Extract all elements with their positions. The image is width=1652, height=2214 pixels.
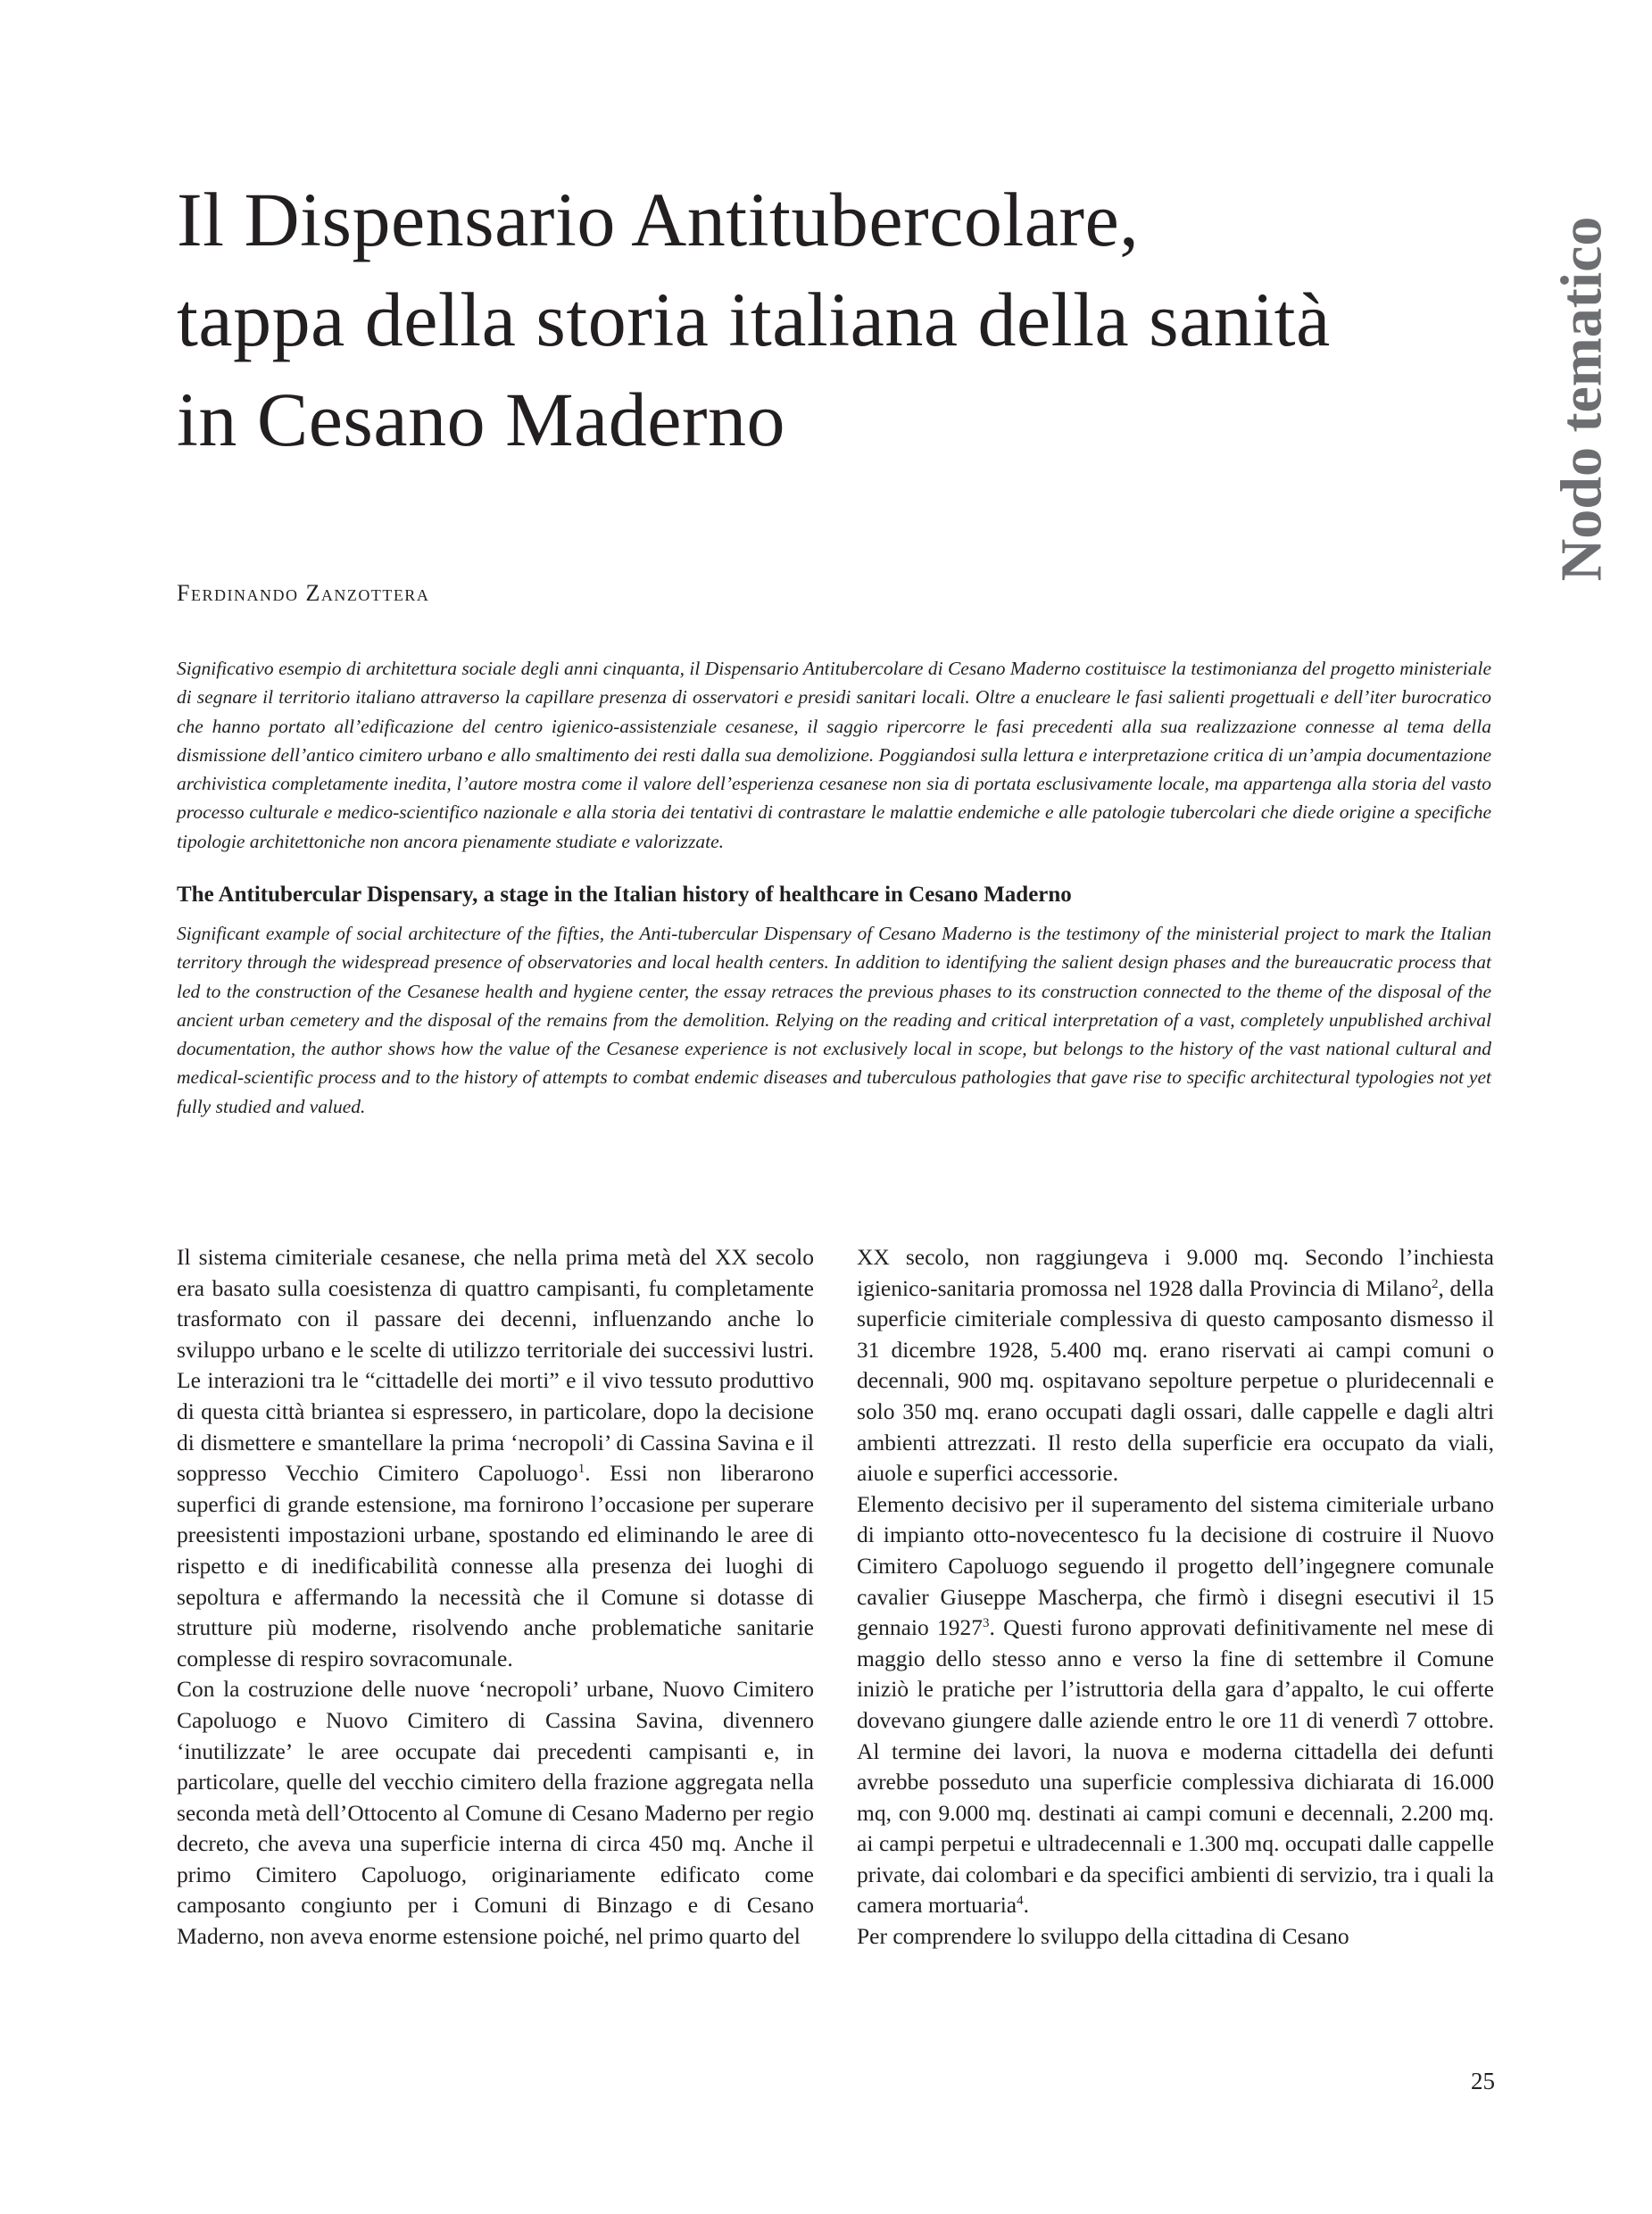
- footnote-ref: 4: [1017, 1894, 1024, 1909]
- article-title: [177, 170, 1471, 469]
- body-text: .: [1023, 1892, 1029, 1919]
- body-text: . Essi non liberarono superfici di grande estensione, ma fornirono l’occasione per superare preesistenti impostazioni urbane, spostando ed eliminando le aree di rispetto e di inedificabilità connesse alla presenza dei luoghi di sepoltura e affermando la necessità che il Comune si dotasse di strutture più moderne, risolvendo anche problematiche sanitarie complesse di respiro sovracomunale.: [177, 1460, 814, 1671]
- body-text: Elemento decisivo per il superamento del sistema cimiteriale urbano di impianto otto-novecentesco fu la decisione di costruire il Nuovo Cimitero Capoluogo seguendo il progetto dell’ingegnere comunale cavalier Giuseppe Mascherpa, che firmò i disegni esecutivi il 15 gennaio 1927: [857, 1490, 1494, 1641]
- abstract-italian: Significativo esempio di architettura sociale degli anni cinquanta, il Dispensario Antitubercolare di Cesano Maderno costituisce la testimonianza del progetto ministeriale di segnare il territorio italiano attraverso la capillare presenza di osservatori e presidi sanitari locali. Oltre a enucleare le fasi salienti progettuali e dell’iter burocratico che hanno portato all’edificazione del centro igienico-assistenziale cesanese, il saggio ripercorre le fasi precedenti alla sua realizzazione connesse al tema della dismissione dell’antico cimitero urbano e allo smaltimento dei resti dalla sua demolizione. Poggiandosi sulla lettura e interpretazione critica di un’ampia documentazione archivistica completamente inedita, l’autore mostra come il valore dell’esperienza cesanese non sia di portata esclusivamente locale, ma appartenga alla storia del vasto processo culturale e medico-scientifico nazionale e alla storia dei tentativi di contrastare le malattie endemiche e alle patologie tubercolari che diede origine a specifiche tipologie architettoniche non ancora pienamente studiate e valorizzate.: [177, 658, 1491, 852]
- body-text: XX secolo, non raggiungeva i 9.000 mq. Secondo l’inchiesta igienico-sanitaria promossa nel 1928 dalla Provincia di Milano: [857, 1244, 1494, 1301]
- body-text: , della superficie cimiteriale complessiva di questo camposanto dismesso il 31 dicembre 1928, 5.400 mq. erano riservati ai campi comuni o decennali, 900 mq. ospitavano sepolture perpetue o pluridecennali e solo 350 mq. erano occupati dagli ossari, dalle cappelle e dagli altri ambienti attrezzati. Il resto della superficie era occupato da viali, aiuole e superfici accessorie.: [857, 1274, 1494, 1487]
- body-text: Per comprendere lo sviluppo della cittadina di Cesano: [857, 1923, 1349, 1950]
- body-text: Con la costruzione delle nuove ‘necropoli’ urbane, Nuovo Cimitero Capoluogo e Nuovo Cimitero di Cassina Savina, divennero ‘inutilizzate’ le aree occupate dai precedenti campisanti e, in particolare, quelle del vecchio cimitero della frazione aggregata nella seconda metà dell’Ottocento al Comune di Cesano Maderno per regio decreto, che aveva una superficie interna di circa 450 mq. Anche il primo Cimitero Capoluogo, originariamente edificato come camposanto congiunto per i Comuni di Binzago e di Cesano Maderno, non aveva enorme estensione poiché, nel primo quarto del: [177, 1676, 814, 1950]
- author-name: Ferdinando Zanzottera: [177, 580, 430, 606]
- abstract-english: Significant example of social architecture of the fifties, the Anti-tubercular Dispensary of Cesano Maderno is the testimony of the ministerial project to mark the Italian territory through the widespread presence of observatories and local health centers. In addition to identifying the salient design phases and the bureaucratic process that led to the construction of the Cesanese health and hygiene center, the essay retraces the previous phases to its construction connected to the theme of the disposal of the ancient urban cemetery and the disposal of the remains from the demolition. Relying on the reading and critical interpretation of a vast, completely unpublished archival documentation, the author shows how the value of the Cesanese experience is not exclusively local in scope, but belongs to the history of the vast national cultural and medical-scientific process and to the history of attempts to combat endemic diseases and tuberculous pathologies that gave rise to specific architectural typologies not yet fully studied and valued.: [177, 923, 1491, 1117]
- body-paragraph: [857, 1921, 1494, 1953]
- english-title: The Antitubercular Dispensary, a stage in the Italian history of healthcare in Cesano Maderno: [177, 883, 1072, 907]
- title-line: in Cesano Maderno: [177, 377, 786, 462]
- page-number: 25: [1471, 2068, 1495, 2094]
- footnote-ref: 3: [983, 1616, 990, 1631]
- body-paragraph: [857, 1242, 1494, 1489]
- body-text: Il sistema cimiteriale cesanese, che nella prima metà del XX secolo era basato sulla coesistenza di quattro campisanti, fu completamente trasformato con il passare dei decenni, influenzando anche lo sviluppo urbano e le scelte di utilizzo territoriale dei successivi lustri. Le interazioni tra le “cittadelle dei morti” e il vivo tessuto produttivo di questa città briantea si espressero, in particolare, dopo la decisione di dismettere e smantellare la prima ‘necropoli’ di Cassina Savina e il soppresso Vecchio Cimitero Capoluogo: [177, 1244, 814, 1487]
- section-label-text: Nodo tematico: [1548, 216, 1615, 582]
- footnote-ref: 2: [1431, 1276, 1439, 1291]
- body-paragraph: [177, 1242, 814, 1674]
- footnote-ref: 1: [577, 1462, 585, 1477]
- title-line: tappa della storia italiana della sanità: [177, 277, 1331, 362]
- title-line: Il Dispensario Antitubercolare,: [177, 177, 1140, 262]
- section-label: [1541, 207, 1622, 591]
- body-column-right: [857, 1242, 1494, 1953]
- body-paragraph: [177, 1674, 814, 1952]
- body-paragraph: [857, 1489, 1494, 1921]
- body-column-left: [177, 1242, 814, 1953]
- body-text: . Questi furono approvati definitivamente nel mese di maggio dello stesso anno e verso la fine di settembre il Comune iniziò le pratiche per l’istruttoria della gara d’appalto, le cui offerte dovevano giungere dalle aziende entro le ore 11 di venerdì 7 ottobre. Al termine dei lavori, la nuova e moderna cittadella dei defunti avrebbe posseduto una superficie complessiva dichiarata di 16.000 mq, con 9.000 mq. destinati ai campi comuni e decennali, 2.200 mq. ai campi perpetui e ultradecennali e 1.300 mq. occupati dalle cappelle private, dai colombari e da specifici ambienti di servizio, tra i quali la camera mortuaria: [857, 1614, 1494, 1919]
